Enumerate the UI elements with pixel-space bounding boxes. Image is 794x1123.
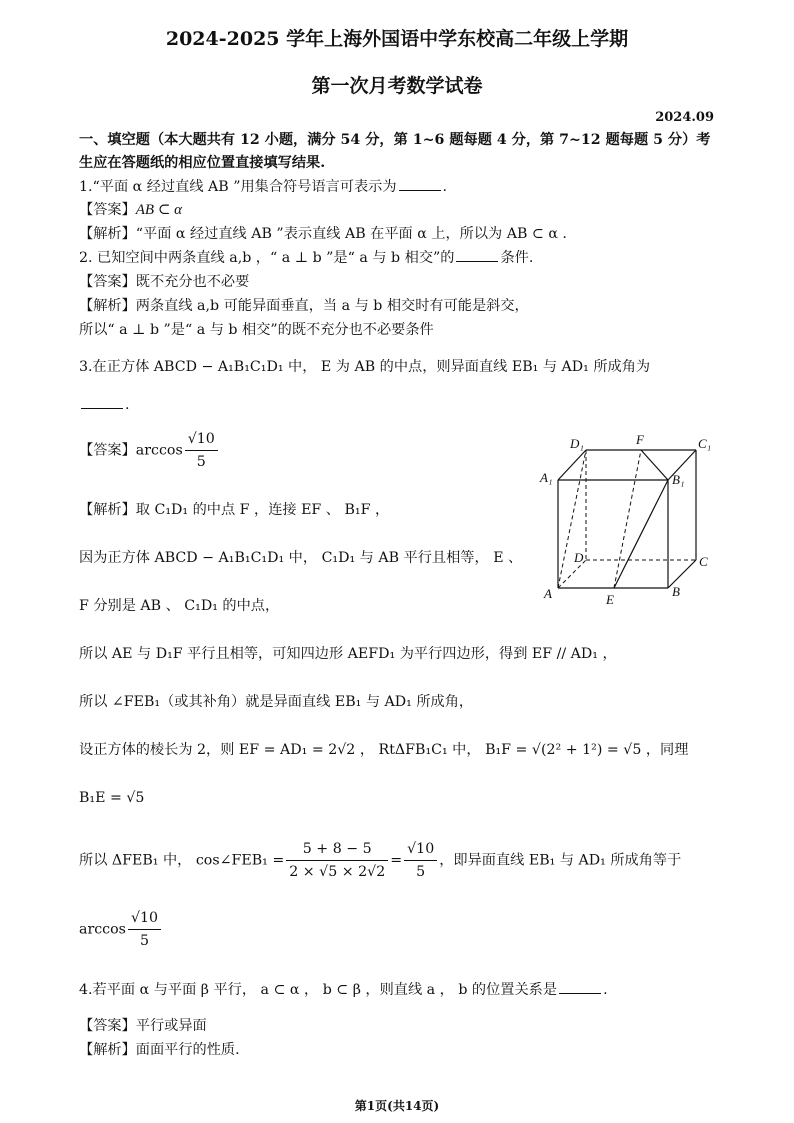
- q4-question: 4.若平面 α 与平面 β 平行， a ⊂ α ， b ⊂ β ，则直线 a ， b 的位置关系是 .: [79, 982, 608, 998]
- q3-analysis-text: 取 C₁D₁ 的中点 F ，连接 EF 、 B₁F ，: [135, 502, 390, 518]
- q3-analysis-8: [79, 838, 681, 883]
- q3-analysis-6: 设正方体的棱长为 2，则 EF = AD₁ = 2√2 ， RtΔFB₁C₁ 中， B₁F = √(2² + 1²) = √5 ，同理: [79, 742, 689, 758]
- segment-eb1: [614, 480, 668, 588]
- q3-analysis-9: [79, 907, 163, 952]
- segment-fb1: [641, 450, 668, 480]
- analysis-label: 【解析】: [79, 226, 136, 242]
- q2-analysis-cont: 所以“ a ⊥ b ”是“ a 与 b 相交”的既不充分也不必要条件: [79, 322, 434, 338]
- final-fraction: [128, 907, 161, 952]
- arccos-text: arccos: [135, 442, 183, 459]
- section-heading: 一、填空题（本大题共有 12 小题，满分 54 分，第 1~6 题每题 4 分，第 7~12 题每题 5 分）考: [79, 132, 711, 148]
- title-line-2: 第一次月考数学试卷: [311, 75, 483, 97]
- answer-blank: [399, 178, 441, 191]
- q3-analysis-3: F 分别是 AB 、 C₁D₁ 的中点，: [79, 598, 280, 614]
- fraction-denominator: 5: [140, 933, 150, 949]
- label-a1: A₁: [540, 470, 553, 485]
- answer-label: 【答案】: [79, 442, 136, 459]
- cube-diagram: [536, 430, 716, 610]
- label-a: A: [544, 586, 552, 601]
- q4-answer-value: 平行或异面: [135, 1018, 207, 1034]
- exam-date: 2024.09: [655, 110, 714, 125]
- q2-question-tail: 条件.: [500, 250, 534, 266]
- q4-analysis-text: 面面平行的性质.: [135, 1042, 240, 1058]
- q2-question-text: 2. 已知空间中两条直线 a,b ，“ a ⊥ b ”是“ a 与 b 相交”的: [79, 250, 455, 266]
- analysis-label: 【解析】: [79, 502, 136, 518]
- result-fraction: [404, 838, 437, 883]
- label-e: E: [606, 592, 614, 607]
- cos-fraction: [286, 838, 388, 883]
- q1-answer: [79, 200, 182, 220]
- q1-answer-value: AB ⊂ α: [135, 202, 183, 218]
- fraction-numerator: √10: [404, 838, 437, 861]
- section-heading-cont: 生应在答题纸的相应位置直接填写结果.: [79, 155, 326, 171]
- conclusion-text: ，即异面直线 EB₁ 与 AD₁ 所成角等于: [439, 852, 682, 869]
- hidden-segment-ef: [614, 450, 641, 588]
- q2-question: [79, 248, 533, 268]
- fraction-numerator: 5 + 8 − 5: [286, 838, 388, 861]
- answer-label: 【答案】: [79, 274, 136, 290]
- label-b: B: [672, 584, 680, 599]
- q1-question: 1.“平面 α 经过直线 AB ”用集合符号语言可表示为 .: [79, 179, 448, 195]
- q3-analysis-2: 因为正方体 ABCD − A₁B₁C₁D₁ 中， C₁D₁ 与 AB 平行且相等， E 、: [79, 550, 523, 566]
- answer-label: 【答案】: [79, 1018, 136, 1034]
- q3-analysis-1: [79, 500, 389, 520]
- label-d: D: [574, 550, 584, 565]
- answer-blank: [456, 249, 498, 262]
- fraction-denominator: 5: [196, 454, 206, 470]
- q3-answer: [79, 428, 220, 473]
- equals-sign: =: [390, 852, 403, 869]
- answer-blank: [81, 396, 123, 409]
- q1-analysis-text: “平面 α 经过直线 AB ”表示直线 AB 在平面 α 上，所以为 AB ⊂ α .: [135, 226, 567, 242]
- q4-analysis: [79, 1040, 240, 1060]
- title-line-1: 2024-2025 学年上海外国语中学东校高二年级上学期: [165, 28, 629, 50]
- q1-question-text: 1.“平面 α 经过直线 AB ”用集合符号语言可表示为: [79, 179, 397, 195]
- q2-analysis-text: 两条直线 a,b 可能异面垂直，当 a 与 b 相交时有可能是斜交，: [135, 298, 529, 314]
- label-d1: D₁: [570, 436, 584, 451]
- q2-answer-value: 既不充分也不必要: [135, 274, 250, 290]
- label-c1: C₁: [698, 436, 712, 451]
- cos-expression: 所以 ΔFEB₁ 中， cos∠FEB₁ =: [79, 852, 285, 869]
- q2-answer: [79, 272, 249, 292]
- analysis-label: 【解析】: [79, 1042, 136, 1058]
- fraction-denominator: 5: [416, 864, 426, 880]
- page-footer: 第1页(共14页): [354, 1099, 440, 1113]
- q4-answer: [79, 1016, 207, 1036]
- q3-analysis-7: B₁E = √5: [79, 790, 145, 806]
- fraction-numerator: √10: [185, 428, 218, 451]
- q3-analysis-4: 所以 AE 与 D₁F 平行且相等，可知四边形 AEFD₁ 为平行四边形，得到 EF // AD₁ ，: [79, 646, 617, 662]
- arccos-text: arccos: [79, 921, 126, 938]
- edge-a1d1: [558, 450, 586, 480]
- fraction-denominator: 2 × √5 × 2√2: [289, 864, 386, 880]
- fraction-numerator: √10: [128, 907, 161, 930]
- answer-blank: [559, 981, 601, 994]
- q2-analysis: [79, 296, 529, 316]
- q3-blank-line: .: [79, 395, 130, 415]
- hidden-segment-ad1: [558, 450, 586, 588]
- q4-question-text: 4.若平面 α 与平面 β 平行， a ⊂ α ， b ⊂ β ，则直线 a ， b 的位置关系是: [79, 982, 558, 998]
- q1-analysis: [79, 224, 567, 244]
- label-c: C: [699, 554, 708, 569]
- answer-fraction: [185, 428, 218, 473]
- q3-analysis-5: 所以 ∠FEB₁（或其补角）就是异面直线 EB₁ 与 AD₁ 所成角，: [79, 694, 474, 710]
- label-b1: B₁: [672, 472, 685, 487]
- analysis-label: 【解析】: [79, 298, 136, 314]
- q3-question: 3.在正方体 ABCD − A₁B₁C₁D₁ 中， E 为 AB 的中点，则异面直线 EB₁ 与 AD₁ 所成角为: [79, 359, 651, 375]
- answer-label: 【答案】: [79, 202, 136, 218]
- label-f: F: [636, 432, 644, 447]
